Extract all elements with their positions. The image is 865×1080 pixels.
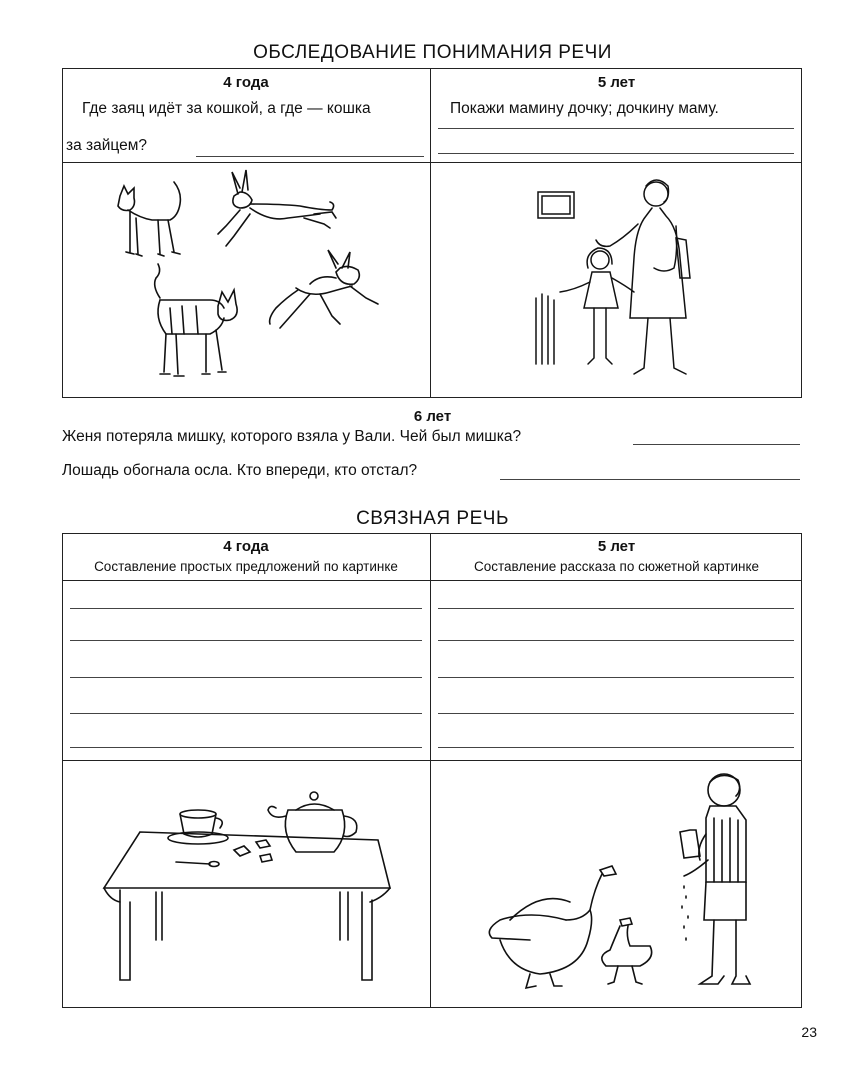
boy-geese-illustration [470,770,770,1000]
tea-table-illustration [100,780,400,990]
answer-line[interactable] [438,640,794,641]
pot-icon [680,830,700,858]
answer-line[interactable] [438,608,794,609]
age-4-heading: 4 года [223,74,269,91]
picture-row-divider [62,760,802,761]
page-number: 23 [801,1024,817,1040]
cat-hare-illustration [100,168,400,390]
table-divider [430,533,431,1008]
table-divider [430,68,431,398]
mother-daughter-illustration [530,168,795,390]
answer-line[interactable] [438,747,794,748]
picture-row-divider [62,162,802,163]
age-4-heading-2: 4 года [223,538,269,555]
answer-line[interactable] [70,640,422,641]
answer-line[interactable] [438,153,794,154]
answer-line[interactable] [70,713,422,714]
table-icon [104,832,390,980]
fence-icon [536,294,554,364]
question-hare-cat-cont: за зайцем? [66,137,148,154]
question-mother-daughter: Покажи мамину дочку; дочкину маму. [450,100,719,117]
section-title-connected-speech: СВЯЗНАЯ РЕЧЬ [356,508,509,529]
boy-icon [680,774,750,984]
cat-icon [118,182,180,256]
gosling-icon [602,918,652,984]
goose-icon [489,866,616,988]
answer-line[interactable] [70,747,422,748]
spoon-icon [176,862,210,864]
answer-line[interactable] [196,156,424,157]
teacup-icon [168,810,228,844]
age-5-heading-2: 5 лет [597,538,636,555]
question-teddy-bear: Женя потеряла мишку, которого взяла у Вали. Чей был мишка? [62,428,522,445]
header-divider [62,580,802,581]
answer-line[interactable] [500,479,800,480]
teapot-icon [268,792,357,852]
daughter-icon [560,248,634,364]
task-story: Составление рассказа по сюжетной картинке [473,559,760,574]
hare-icon [218,170,336,246]
age-5-heading: 5 лет [597,74,636,91]
answer-line[interactable] [438,128,794,129]
answer-line[interactable] [70,677,422,678]
candy-icon [234,840,272,862]
mother-icon [596,180,690,374]
question-hare-cat: Где заяц идёт за кошкой, а где — кошка [82,100,371,117]
task-simple-sentences: Составление простых предложений по картинке [94,559,398,574]
question-horse-donkey: Лошадь обогнала осла. Кто впереди, кто отстал? [62,462,418,479]
answer-line[interactable] [438,713,794,714]
section-title-speech-understanding: ОБСЛЕДОВАНИЕ ПОНИМАНИЯ РЕЧИ [253,42,612,63]
age-6-heading: 6 лет [413,408,452,425]
grain-icon [682,886,688,940]
answer-line[interactable] [633,444,800,445]
hare-icon [270,250,378,328]
answer-line[interactable] [70,608,422,609]
cat-icon [155,264,237,376]
answer-line[interactable] [438,677,794,678]
